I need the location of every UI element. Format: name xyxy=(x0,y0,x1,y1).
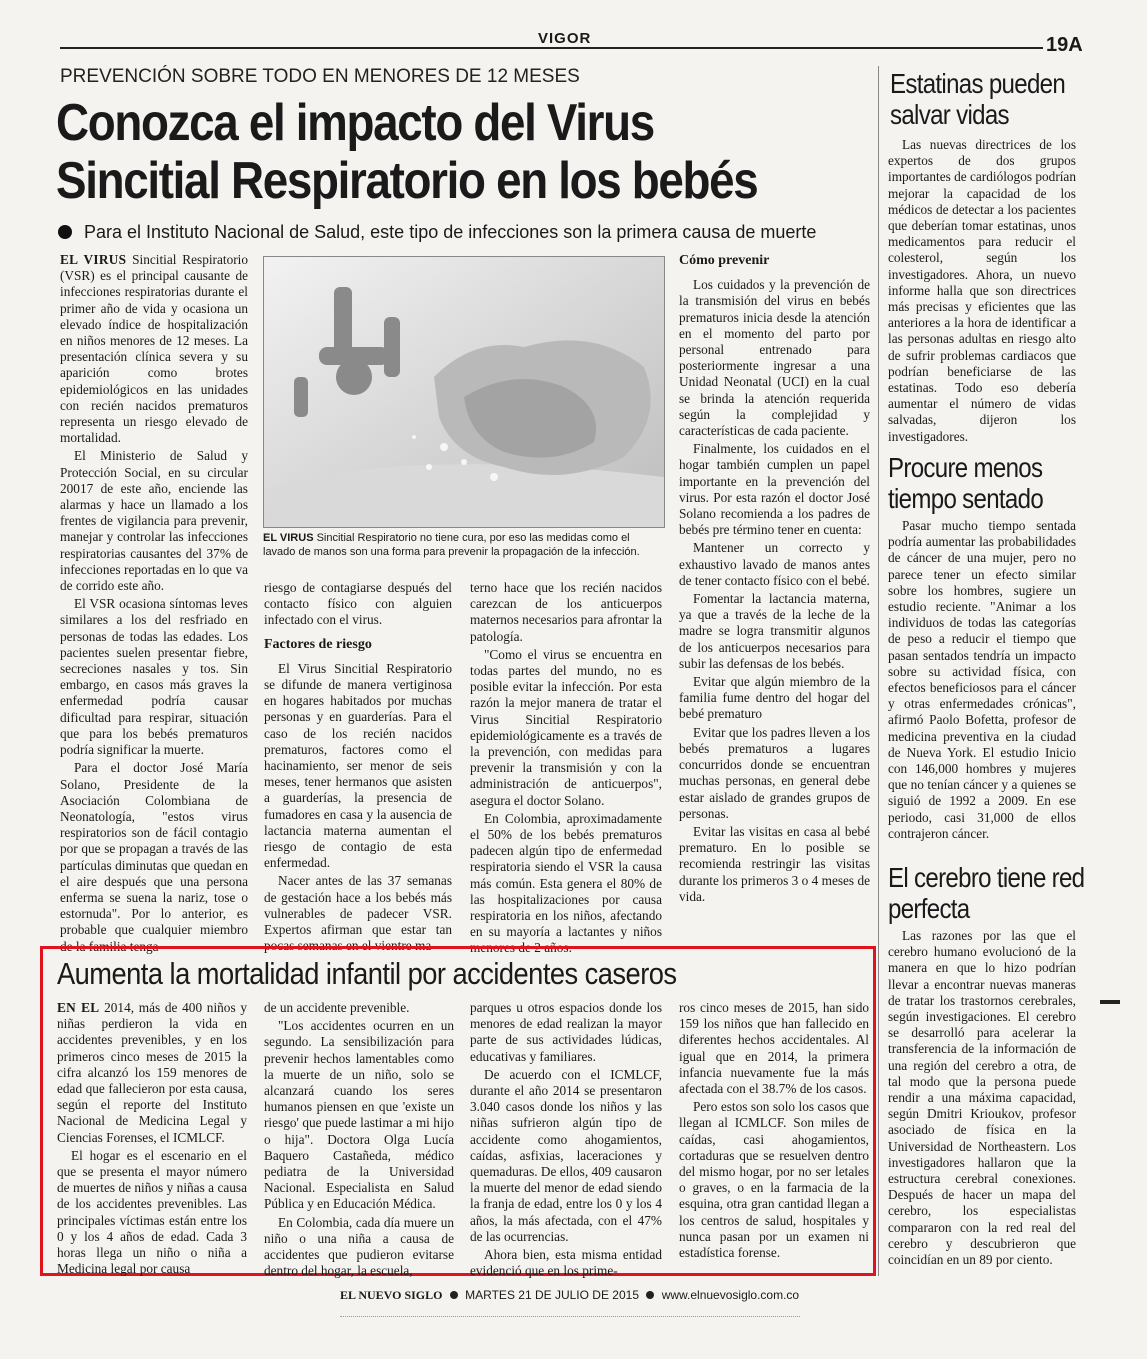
sidebar-story-statins xyxy=(888,137,1076,445)
article-column-2 xyxy=(264,580,452,956)
lead-in: EN EL xyxy=(57,1000,100,1015)
photo-illustration xyxy=(264,257,664,527)
paragraph xyxy=(57,1000,247,1146)
sidebar-title-sitting: Procure menos tiempo sentado xyxy=(888,452,1044,514)
separator-dot-icon xyxy=(450,1291,458,1299)
paragraph: "Los accidentes ocurren en un segundo. La sensibilización para prevenir hechos lamentables como la muerte de un niño, solo se alcanzará cuando los seres humanos piensen en que 'existe un riesgo' que puede lastimar a mi hijo o hija". Doctora Olga Lucía Baquero Castañeda, médico pediatra de la Universidad Nacional. Especialista en Salud Pública y en Educación Médica. xyxy=(264,1018,454,1212)
photo-caption xyxy=(263,531,665,559)
paragraph: Evitar las visitas en casa al bebé prematuro. En lo posible se recomienda restringir las visitas durante los primeros 3 o 4 meses de vida. xyxy=(679,823,870,904)
paragraph: Pasar mucho tiempo sentada podría aumentar las probabilidades de cáncer de una mujer, pero no parece tener un efecto similar sobre los hombres, sugiere un estudio reciente. "Animar a los individuos de todas las categorías de peso a reducir el tiempo que pasan sentados tendría un impacto sobre su actividad física, con efectos beneficiosos para el cáncer y otras enfermedades crónicas", afirmó Paolo Bofetta, profesor de medicina preventiva en la ciudad de Nueva York. El estudio Inicio con 146,000 hombres y mujeres que no tenían cáncer y a quienes se siguió de 1992 a 2009. En ese periodo, casi 31,000 de ellos contrajeron cáncer. xyxy=(888,518,1076,841)
paragraph: Mantener un correcto y exhaustivo lavado de manos antes de tener contacto físico con el bebé. xyxy=(679,540,870,588)
paragraph: Pero estos son solo los casos que llegan al ICMLCF. Son miles de caídas, casi ahogamientos, cortaduras que se resuelven dentro del mismo hogar, por no ser letales o graves, o en la farmacia de la esquina, otra gran cantidad llegan a los centros de salud, hospitales y nunca pasan por un examen ni estadística forense. xyxy=(679,1099,869,1261)
boxed-column-1 xyxy=(57,1000,247,1279)
paragraph: parques u otros espacios donde los menores de edad realizan la mayor parte de sus actividades lúdicas, educativas y familiares. xyxy=(470,1000,662,1064)
paragraph: "Como el virus se encuentra en todas partes del mundo, no es posible evitar la infección. Por esta razón la mejor manera de tratar el Virus Sincitial Respiratorio epidemiológicamente es a través de la prevención, con medidas para prevenir la transmisión y con la administración de anticuerpos", asegura el doctor Solano. xyxy=(470,646,662,808)
paragraph-text: 2014, más de 400 niños y niñas perdieron la vida en accidentes prevenibles, y en los primeros cinco meses de 2015 la cifra alcanzó los 159 menores de edad que fallecieron por esta causa, según el reporte del Instituto Nacional de Medicina Legal y Ciencias Forenses, el ICMLCF. xyxy=(57,1000,247,1145)
subhead-text: Para el Instituto Nacional de Salud, este tipo de infecciones son la primera causa de muerte xyxy=(84,222,817,242)
sidebar-story-sitting xyxy=(888,518,1076,842)
headline-line-2: Sincitial Respiratorio en los bebés xyxy=(56,152,758,210)
article-column-3 xyxy=(470,580,662,959)
boxed-column-4 xyxy=(679,1000,869,1263)
newspaper-brand: EL NUEVO SIGLO xyxy=(340,1288,443,1302)
boxed-article-title: Aumenta la mortalidad infantil por accidentes caseros xyxy=(57,956,677,991)
paragraph: El hogar es el escenario en el que se presenta el mayor número de muertes de niños y niñas a causa de los accidentes prevenibles. Las principales víctimas están entre los 0 y los 4 años de edad. Cada 3 horas llega un niño o niña a Medicina legal por causa xyxy=(57,1147,247,1277)
paragraph: Evitar que los padres lleven a los bebés prematuros a lugares concurridos donde se encuentran muchas personas, en general debe estar aislado de grandes grupos de personas. xyxy=(679,724,870,821)
footer-url: www.elnuevosiglo.com.co xyxy=(661,1288,800,1302)
paragraph: terno hace que los recién nacidos carezcan de los anticuerpos maternos necesarios para afrontar la patología. xyxy=(470,580,662,644)
article-subhead xyxy=(58,222,858,243)
scan-artifact xyxy=(340,1316,800,1321)
paragraph: Las nuevas directrices de los expertos de dos grupos importantes de cardiólogos podrían mejorar la capacidad de los médicos de detectar a los pacientes que deberían tomar estatinas, unos medicamentos para reducir el colesterol, según los investigadores. Ahora, un nuevo informe halla que son directrices más precisas y eficientes que las anteriores a la hora de identificar a las personas adultas en riesgo alto de sufrir problemas cardiacos que podrían beneficiarse de las estatinas. Todo eso debería aumentar el número de vidas salvadas, dijeron los investigadores. xyxy=(888,137,1076,444)
paragraph: De acuerdo con el ICMLCF, durante el año 2014 se presentaron 3.040 casos donde los niños y las niñas sufrieron algún tipo de accidente como ahogamientos, caídas, asfixias, laceraciones y quemaduras. De ellos, 409 causaron la muerte del menor de edad siendo la franja de edad, entre los 0 y los 4 años, la más afectada, con el 47% de las ocurrencias. xyxy=(470,1066,663,1244)
sidebar-title-statins: Estatinas pueden salvar vidas xyxy=(890,68,1066,130)
scan-mark xyxy=(1100,1000,1120,1004)
paragraph: Para el doctor José María Solano, Presidente de la Asociación Colombiana de Neonatología, "estos virus respiratorios son de fácil contagio por que se propagan a través de las partículas diminutas que quedan en el aire después que una persona enferma se suena la nariz, tose o estornuda". Por lo anterior, es probable que cualquier miembro de la familia tenga xyxy=(60,760,248,954)
paragraph: En Colombia, cada día muere un niño o una niña a causa de accidentes que pudieron evitarse dentro del hogar, la escuela, xyxy=(264,1214,454,1279)
header-rule xyxy=(60,47,1043,49)
paragraph: riesgo de contagiarse después del contacto físico con alguien infectado con el virus. xyxy=(264,580,452,628)
paragraph: Fomentar la lactancia materna, ya que a través de la leche de la madre se logra transmitir algunos de los anticuerpos necesarios para subir las defensas de los bebés. xyxy=(679,591,870,671)
page-footer xyxy=(340,1288,799,1303)
article-column-1 xyxy=(60,252,248,957)
caption-lead: EL VIRUS xyxy=(263,532,314,544)
section-name: VIGOR xyxy=(538,30,592,47)
footer-date: MARTES 21 DE JULIO DE 2015 xyxy=(465,1288,640,1302)
paragraph: Las razones por las que el cerebro humano evolucionó de la manera en que lo hizo podrían llevar a encontrar nuevas maneras de tratar los trastornos cerebrales, según investigaciones. El cerebro se desarrolló para acelerar la transferencia de la información de una región del cerebro a otra, de tal modo que la persona puede rendir a una máxima capacidad, según Dmitri Krioukov, profesor asociado de física en la Universidad de Northeastern. Los investigadores hallaron que la estructura cerebral conexiones. Después de hacer un mapa del cerebro, los especialistas compararon con la red real del cerebro y descubrieron que coincidían en un 89 por ciento. xyxy=(888,928,1076,1268)
paragraph xyxy=(60,252,248,446)
sidebar-title-brain: El cerebro tiene red perfecta xyxy=(888,862,1085,924)
paragraph: En Colombia, aproximadamente el 50% de los bebés prematuros padecen algún tipo de enfermedad respiratoria siendo el VSR la causa más común. Esta genera el 80% de las hospitalizaciones por causa respiratoria en los niños, afectando en su mayoría a lactantes y niños menores de 2 años. xyxy=(470,810,662,956)
caption-text: Sincitial Respiratorio no tiene cura, por eso las medidas como el lavado de manos son una forma para prevenir la propagación de la infección. xyxy=(263,532,640,558)
paragraph: El Ministerio de Salud y Protección Social, en su circular 20017 de este año, enciende las alarmas y hace un llamado a los frentes de vigilancia para prevenir, manejar y controlar las infecciones respiratorias causantes del 37% de infecciones reportadas en lo que va de corrido este año. xyxy=(60,448,248,594)
paragraph: El VSR ocasiona síntomas leves similares a los del resfriado en personas de todas las edades. Los pacientes suelen presentar fiebre, secreciones nasales y tos. Sin embargo, en casos más graves la enfermedad podría causar dificultad para respirar, situación que para los bebés prematuros podría significar la muerte. xyxy=(60,596,248,758)
bullet-icon xyxy=(58,225,72,239)
subheading-how-to-prevent: Cómo prevenir xyxy=(679,253,770,268)
article-column-4 xyxy=(679,253,870,907)
lead-in: EL VIRUS xyxy=(60,252,127,267)
sidebar-story-brain xyxy=(888,928,1076,1268)
handwashing-photo xyxy=(263,256,665,528)
subheading-risk-factors: Factores de riesgo xyxy=(264,636,372,652)
paragraph: El Virus Sincitial Respiratorio se difunde de manera vertiginosa en hogares habitados por muchas personas y en guarderías. Para el caso de los recién nacidos prematuros, factores como el hacinamiento, ser menor de seis meses, tener hermanos que asisten a guarderías, la presencia de fumadores en casa y la ausencia de lactancia materna aumentan el riesgo de contagio de esta enfermedad. xyxy=(264,660,452,871)
paragraph: Evitar que algún miembro de la familia fume dentro del hogar del bebé prematuro xyxy=(679,674,870,722)
separator-dot-icon xyxy=(646,1291,654,1299)
boxed-column-3 xyxy=(470,1000,662,1281)
paragraph: ros cinco meses de 2015, han sido 159 los niños que han fallecido en diferentes hechos accidentales. Al igual que en 2014, la primera infancia nuevamente fue la más afectada con el 38.7% de los casos. xyxy=(679,1000,869,1097)
boxed-column-2 xyxy=(264,1000,454,1281)
article-headline xyxy=(56,94,848,210)
paragraph: de un accidente prevenible. xyxy=(264,1000,410,1015)
page-number: 19A xyxy=(1046,34,1083,56)
headline-line-1: Conozca el impacto del Virus xyxy=(56,94,654,152)
article-kicker: PREVENCIÓN SOBRE TODO EN MENORES DE 12 MESES xyxy=(60,66,580,87)
paragraph: Los cuidados y la prevención de la transmisión del virus en bebés prematuros inicia desde la atención en el momento del parto por personal entrenado para posteriormente ingresar a una Unidad Neonatal (UCI) en la cual se brinda la atención requerida según la complejidad y características de cada paciente. xyxy=(679,277,870,439)
paragraph: Ahora bien, esta misma entidad evidenció que en los prime- xyxy=(470,1247,662,1279)
paragraph-text: Sincitial Respiratorio (VSR) es el principal causante de infecciones respiratorias durante el primer año de vida y ocasiona un elevado índice de hospitalización en niños menores de 12 meses. La presentación clínica severa y su aparición como brotes epidemiológicos en las unidades con recién nacidos prematuros representa un riesgo elevado de mortalidad. xyxy=(60,252,248,446)
paragraph: Finalmente, los cuidados en el hogar también cumplen un papel importante en la prevención del virus. Por esta razón el doctor José Solano recomienda a los padres de bebés pre término tener en cuenta: xyxy=(679,441,870,538)
sidebar-divider xyxy=(878,66,879,1276)
paragraph: Nacer antes de las 37 semanas de gestación hace a los bebés más vulnerables de padecer VSR. Expertos afirman que estar tan pocas semanas en el vientre ma- xyxy=(264,873,452,954)
